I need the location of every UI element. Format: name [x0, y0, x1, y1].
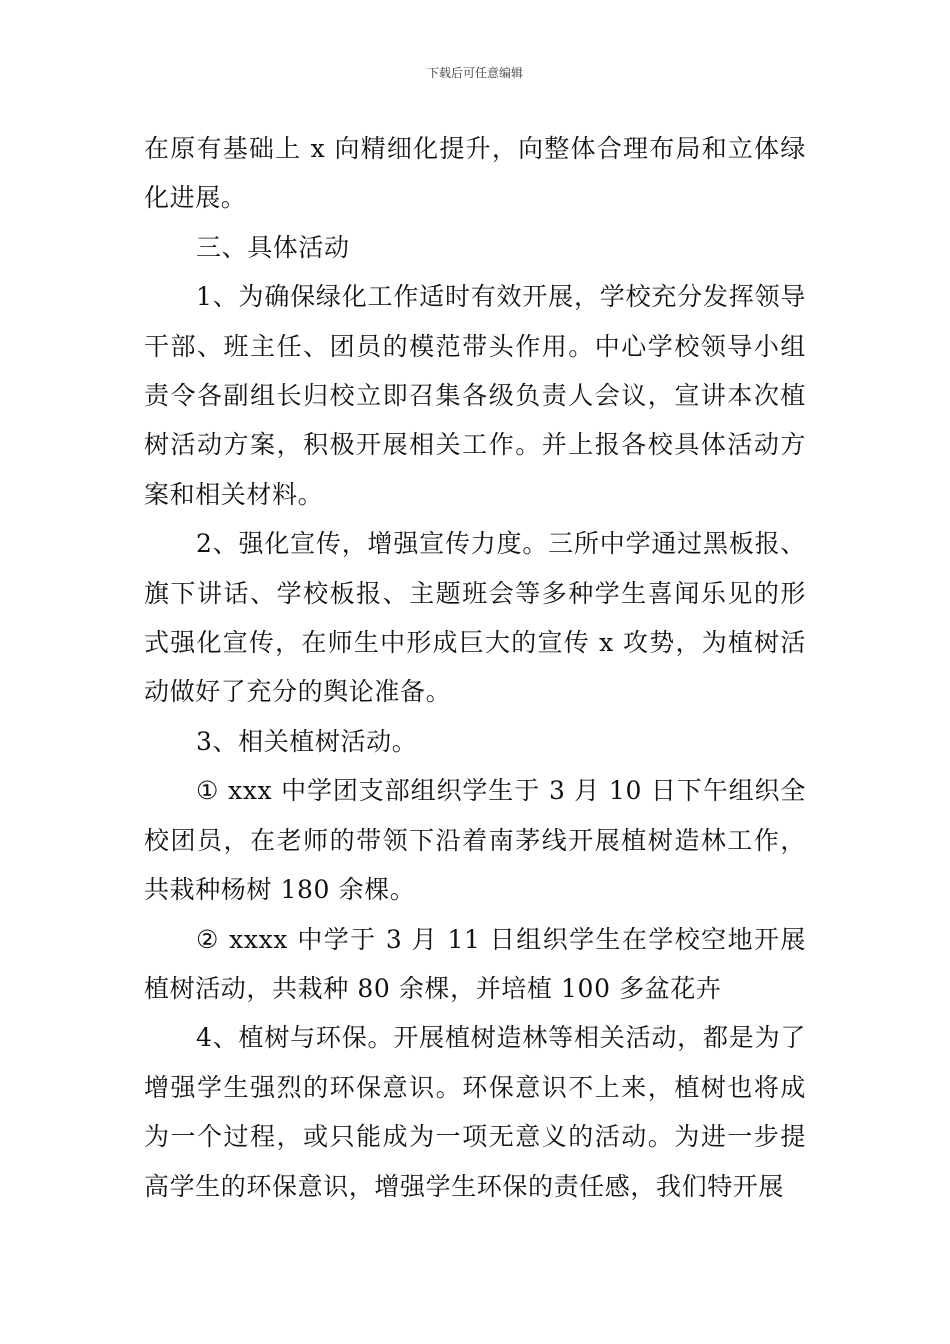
- document-body: [144, 124, 806, 1211]
- section-heading-specific-activities: 三、具体活动: [196, 232, 350, 262]
- paragraph-item-4: 4、植树与环保。开展植树造林等相关活动，都是为了增强学生强烈的环保意识。环保意识不上来，植树也将成为一个过程，或只能成为一项无意义的活动。为进一步提高学生的环保意识，增强学生环保的责任感，我们特开展: [144, 1023, 806, 1201]
- paragraph-item-3: 3、相关植树活动。: [196, 726, 418, 756]
- paragraph-subitem-2: ② xxxx 中学于 3 月 11 日组织学生在学校空地开展植树活动，共栽种 80 余棵，并培植 100 多盆花卉: [144, 924, 806, 1003]
- paragraph-item-2: 2、强化宣传，增强宣传力度。三所中学通过黑板报、旗下讲话、学校板报、主题班会等多种学生喜闻乐见的形式强化宣传，在师生中形成巨大的宣传 x 攻势，为植树活动做好了充分的舆论准备。: [144, 529, 806, 707]
- paragraph-greening-continuation: 在原有基础上 x 向精细化提升，向整体合理布局和立体绿化进展。: [144, 134, 806, 213]
- paragraph-item-1: 1、为确保绿化工作适时有效开展，学校充分发挥领导干部、班主任、团员的模范带头作用。中心学校领导小组责令各副组长归校立即召集各级负责人会议，宣讲本次植树活动方案，积极开展相关工作。并上报各校具体活动方案和相关材料。: [144, 282, 806, 509]
- paragraph-subitem-1: ① xxx 中学团支部组织学生于 3 月 10 日下午组织全校团员，在老师的带领下沿着南茅线开展植树造林工作，共栽种杨树 180 余棵。: [144, 776, 806, 905]
- page-header-note: 下载后可任意编辑: [426, 66, 523, 80]
